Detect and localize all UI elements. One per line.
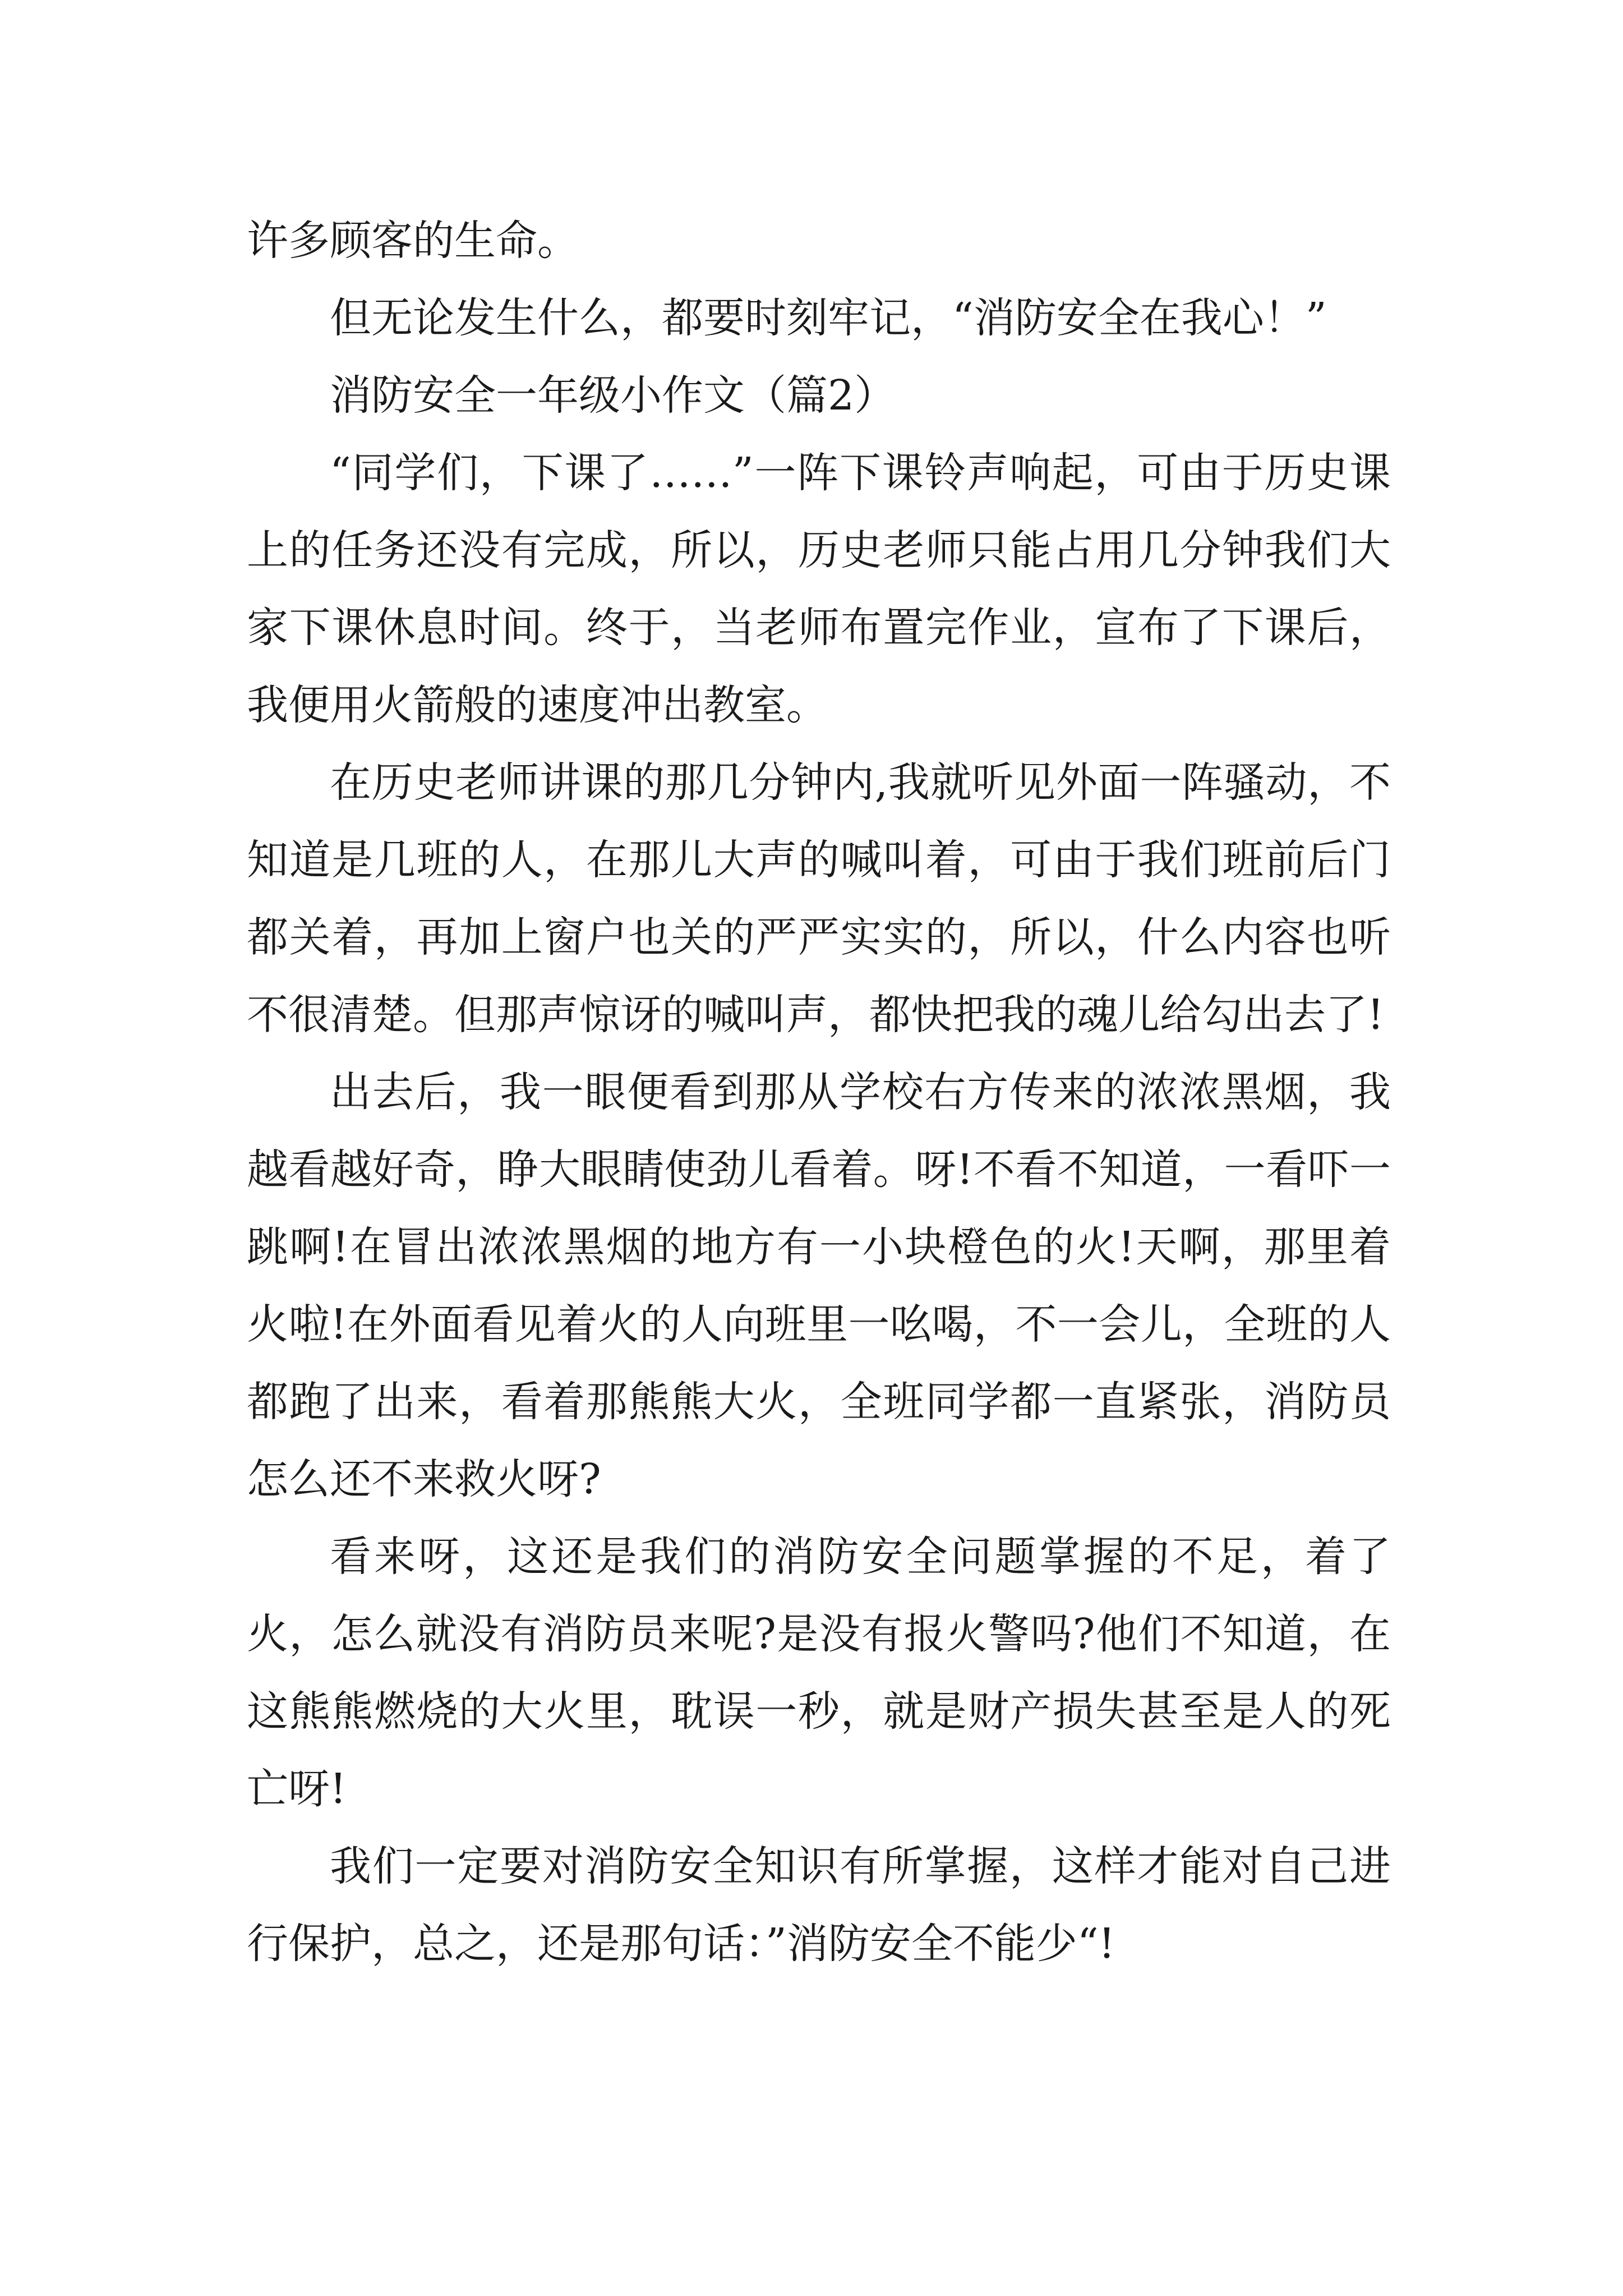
- paragraph-commotion: 在历史老师讲课的那几分钟内,我就听见外面一阵骚动，不知道是几班的人，在那儿大声的喊叫着，可由于我们班前后门都关着，再加上窗户也关的严严实实的，所以，什么内容也听不很清楚。但那声惊讶的喊叫声，都快把我的魂儿给勾出去了!: [247, 758, 1391, 1039]
- paragraph-closing-slogan: 但无论发生什么，都要时刻牢记，“消防安全在我心！”: [330, 294, 1327, 342]
- paragraph-fire: 出去后，我一眼便看到那从学校右方传来的浓浓黑烟，我越看越好奇，睁大眼睛使劲儿看着。呀!不看不知道，一看吓一跳啊!在冒出浓浓黑烟的地方有一小块橙色的火!天啊，那里着火啦!在外面看见着火的人向班里一吆喝，不一会儿，全班的人都跑了出来，看着那熊熊大火，全班同学都一直紧张，消防员怎么还不来救火呀?: [247, 1068, 1391, 1503]
- paragraph-continuation: 许多顾客的生命。: [247, 217, 579, 265]
- paragraph-conclusion: 我们一定要对消防安全知识有所掌握，这样才能对自己进行保护，总之，还是那句话：”消防安全不能少“!: [247, 1842, 1391, 1968]
- paragraph-bell: “同学们，下课了……”一阵下课铃声响起，可由于历史课上的任务还没有完成，所以，历史老师只能占用几分钟我们大家下课休息时间。终于，当老师布置完作业，宣布了下课后，我便用火箭般的速度冲出教室。: [247, 449, 1391, 729]
- document-page: [247, 202, 1391, 2081]
- paragraph-reflection: 看来呀，这还是我们的消防安全问题掌握的不足，着了火，怎么就没有消防员来呢?是没有报火警吗?他们不知道，在这熊熊燃烧的大火里，耽误一秒，就是财产损失甚至是人的死亡呀!: [247, 1533, 1391, 1813]
- essay-heading: 消防安全一年级小作文（篇2）: [330, 371, 896, 420]
